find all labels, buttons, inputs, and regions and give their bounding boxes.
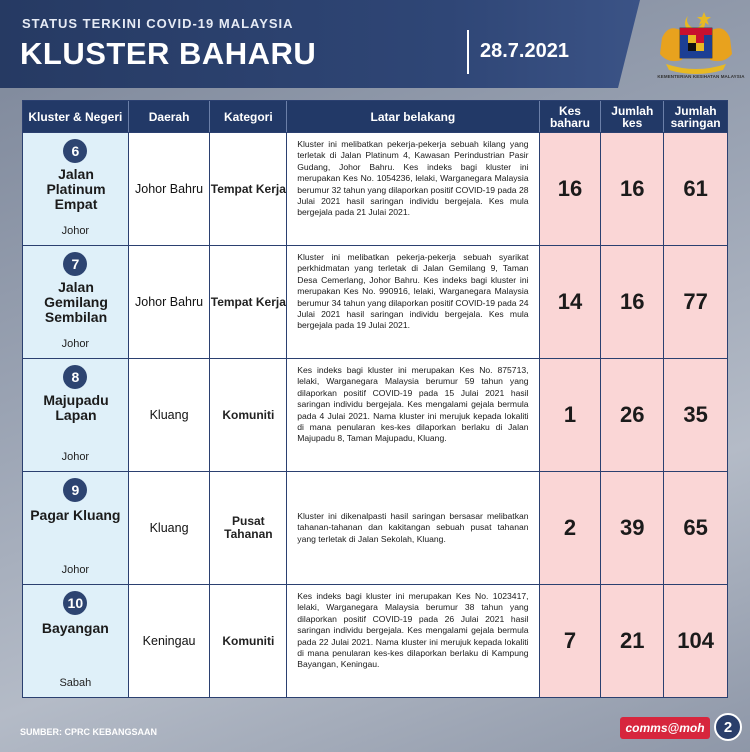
header-divider [467, 30, 469, 74]
jumlah-saringan-cell: 61 [664, 133, 727, 245]
daerah-cell: Kluang [129, 359, 211, 471]
daerah-cell: Kluang [129, 472, 211, 584]
cluster-cell [23, 359, 129, 471]
latar-belakang-cell [287, 133, 539, 245]
table-row [23, 245, 727, 358]
latar-belakang-text: Kluster ini melibatkan pekerja-pekerja sebuah syarikat perkhidmatan yang terletak di Jalan Gemilang 9, Taman Desa Cemerlang, Johor Bahru. Kes indeks bagi kluster ini merupakan Kes No. 990916, lelaki, Warganegara Malaysia berumur 34 tahun yang dilaporkan positif COVID-19 pada 24 Julai 2021 hasil saringan individu bergejala. Kes mula bergejala pada 19 Julai 2021. [297, 252, 529, 331]
col-kategori: Kategori [210, 101, 287, 132]
jumlah-kes-cell: 16 [601, 246, 664, 358]
jumlah-saringan-cell: 35 [664, 359, 727, 471]
cluster-name: Bayangan [41, 620, 109, 636]
cluster-cell [23, 246, 129, 358]
table-row [23, 358, 727, 471]
kategori-cell: Tempat Kerja [210, 133, 287, 245]
jumlah-kes-cell: 39 [601, 472, 664, 584]
cluster-cell [23, 472, 129, 584]
cluster-state: Johor [61, 338, 90, 350]
latar-belakang-text: Kluster ini dikenalpasti hasil saringan bersasar melibatkan tahanan-tahanan dan kakitangan sebuah pusat tahanan yang terletak di Jalan Sekolah, Kluang. [297, 510, 529, 544]
col-jumlah-saringan: Jumlah saringan [670, 103, 721, 130]
brand-badge: comms@moh [620, 717, 710, 739]
status-line: STATUS TERKINI COVID-19 MALAYSIA [22, 16, 294, 31]
latar-belakang-text: Kes indeks bagi kluster ini merupakan Kes No. 875713, lelaki, Warganegara Malaysia berumur 59 tahun yang dilaporkan positif COVID-19 pada 15 Julai 2021 hasil saringan individu bergejala. Kes mengalami gejala bermula pada 4 Julai 2021. Nama kluster ini merujuk kepada lokaliti di mana penularan kes-kes dilaporkan berlaku di Jalan Majupadu 8, Taman Majupadu, Kluang. [297, 365, 529, 444]
latar-belakang-cell [287, 359, 539, 471]
logo-caption: KEMENTERIAN KESIHATAN MALAYSIA [657, 74, 745, 79]
jumlah-saringan-cell: 77 [664, 246, 727, 358]
cluster-state: Johor [61, 564, 90, 576]
kategori-cell: Pusat Tahanan [210, 472, 287, 584]
kategori-cell: Tempat Kerja [210, 246, 287, 358]
col-daerah: Daerah [129, 101, 211, 132]
cluster-table [22, 100, 728, 698]
jumlah-kes-cell: 16 [601, 133, 664, 245]
kategori-cell: Komuniti [210, 359, 287, 471]
cluster-state: Johor [61, 225, 90, 237]
latar-belakang-cell [287, 246, 539, 358]
daerah-cell: Johor Bahru [129, 133, 211, 245]
source-note: SUMBER: CPRC KEBANGSAAN [20, 727, 158, 737]
cluster-number-badge: 9 [63, 478, 87, 502]
latar-belakang-text: Kluster ini melibatkan pekerja-pekerja sebuah kilang yang terletak di Jalan Platinum 4, Kawasan Perindustrian Pasir Gudang, Johor Bahru. Kes indeks bagi kluster ini merupakan Kes No. 1054236, lelaki, Warganegara Malaysia berumur 32 tahun yang dilaporkan positif COVID-19 pada 28 Julai 2021 hasil saringan individu bergejala. Kes mula bergejala pada 21 Julai 2021. [297, 139, 529, 218]
latar-belakang-cell [287, 585, 539, 697]
jumlah-saringan-cell: 104 [664, 585, 727, 697]
cluster-name: Pagar Kluang [30, 507, 121, 523]
cluster-name: Majupadu Lapan [43, 392, 109, 423]
col-kes-baharu: Kes baharu [540, 101, 602, 132]
col-kluster-negeri: Kluster & Negeri [23, 101, 129, 132]
table-row [23, 132, 727, 245]
col-jumlah-kes: Jumlah kes [601, 101, 664, 132]
cluster-number-badge: 7 [63, 252, 87, 276]
daerah-cell: Johor Bahru [129, 246, 211, 358]
cluster-name: Jalan Platinum Empat [46, 166, 106, 212]
jumlah-saringan-cell: 65 [664, 472, 727, 584]
cluster-cell [23, 585, 129, 697]
kes-baharu-cell: 14 [540, 246, 602, 358]
kategori-cell: Komuniti [210, 585, 287, 697]
latar-belakang-text: Kes indeks bagi kluster ini merupakan Kes No. 1023417, lelaki, Warganegara Malaysia berumur 38 tahun yang dilaporkan positif COVID-19 pada 26 Julai 2021 hasil saringan individu bergejala. Kes mengalami gejala bermula pada 22 Julai 2021. Nama kluster ini merujuk kepada lokaliti di mana penularan kes-kes dilaporkan berlaku di Kampung Bayangan, Keningau. [297, 591, 529, 670]
cluster-number-badge: 6 [63, 139, 87, 163]
jumlah-kes-cell: 21 [601, 585, 664, 697]
kes-baharu-cell: 1 [540, 359, 602, 471]
jumlah-kes-cell: 26 [601, 359, 664, 471]
cluster-state: Sabah [59, 677, 92, 689]
page-title: KLUSTER BAHARU [20, 36, 317, 71]
report-date: 28.7.2021 [480, 40, 569, 62]
kes-baharu-cell: 7 [540, 585, 602, 697]
cluster-number-badge: 10 [63, 591, 87, 615]
cluster-number-badge: 8 [63, 365, 87, 389]
table-header [23, 101, 727, 132]
table-row [23, 471, 727, 584]
cluster-name: Jalan Gemilang Sembilan [44, 279, 108, 325]
latar-belakang-cell [287, 472, 539, 584]
cluster-cell [23, 133, 129, 245]
col-latar-belakang: Latar belakang [287, 101, 539, 132]
kes-baharu-cell: 2 [540, 472, 602, 584]
page-number: 2 [714, 713, 742, 741]
kes-baharu-cell: 16 [540, 133, 602, 245]
cluster-state: Johor [61, 451, 90, 463]
table-row [23, 584, 727, 697]
daerah-cell: Keningau [129, 585, 211, 697]
